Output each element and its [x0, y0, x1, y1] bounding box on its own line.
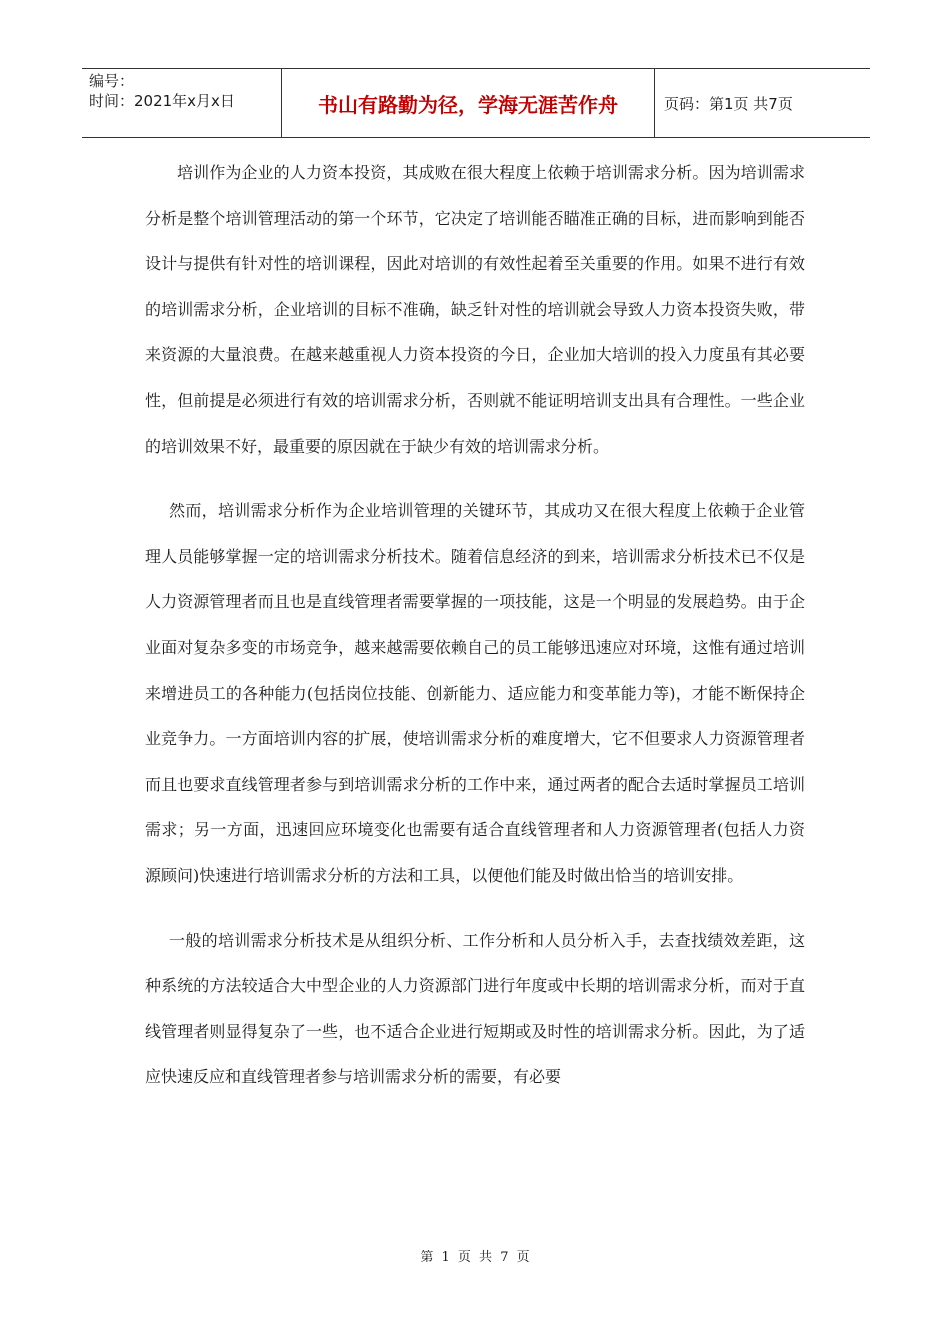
header-page-info: 页码：第1页 共7页 — [664, 94, 793, 113]
document-number-label: 编号： — [89, 72, 135, 90]
document-time-label: 时间：2021年x月x日 — [89, 92, 235, 110]
body-paragraph: 一般的培训需求分析技术是从组织分析、工作分析和人员分析入手，去查找绩效差距，这种系统的方法较适合大中型企业的人力资源部门进行年度或中长期的培训需求分析，而对于直线管理者则显得复杂了一些，也不适合企业进行短期或及时性的培训需求分析。因此，为了适应快速反应和直线管理者参与培训需求分析的需要，有必要 — [145, 930, 805, 1087]
page-footer: 第 1 页 共 7 页 — [420, 1250, 530, 1265]
header-meta-cell — [82, 69, 282, 137]
document-header — [82, 68, 870, 138]
header-motto: 书山有路勤为径，学海无涯苦作舟 — [282, 69, 655, 137]
body-paragraph: 培训作为企业的人力资本投资，其成败在很大程度上依赖于培训需求分析。因为培训需求分析是整个培训管理活动的第一个环节，它决定了培训能否瞄准正确的目标，进而影响到能否设计与提供有针对性的培训课程，因此对培训的有效性起着至关重要的作用。如果不进行有效的培训需求分析，企业培训的目标不准确，缺乏针对性的培训就会导致人力资本投资失败，带来资源的大量浪费。在越来越重视人力资本投资的今日，企业加大培训的投入力度虽有其必要性，但前提是必须进行有效的培训需求分析，否则就不能证明培训支出具有合理性。一些企业的培训效果不好，最重要的原因就在于缺少有效的培训需求分析。 — [145, 163, 805, 456]
body-paragraph: 然而，培训需求分析作为企业培训管理的关键环节，其成功又在很大程度上依赖于企业管理人员能够掌握一定的培训需求分析技术。随着信息经济的到来，培训需求分析技术已不仅是人力资源管理者而且也是直线管理者需要掌握的一项技能，这是一个明显的发展趋势。由于企业面对复杂多变的市场竞争，越来越需要依赖自己的员工能够迅速应对环境，这惟有通过培训来增进员工的各种能力(包括岗位技能、创新能力、适应能力和变革能力等)，才能不断保持企业竞争力。一方面培训内容的扩展，使培训需求分析的难度增大，它不但要求人力资源管理者而且也要求直线管理者参与到培训需求分析的工作中来，通过两者的配合去适时掌握员工培训需求；另一方面，迅速回应环境变化也需要有适合直线管理者和人力资源管理者(包括人力资源顾问)快速进行培训需求分析的方法和工具，以便他们能及时做出恰当的培训安排。 — [145, 501, 805, 885]
document-body — [145, 150, 805, 1100]
